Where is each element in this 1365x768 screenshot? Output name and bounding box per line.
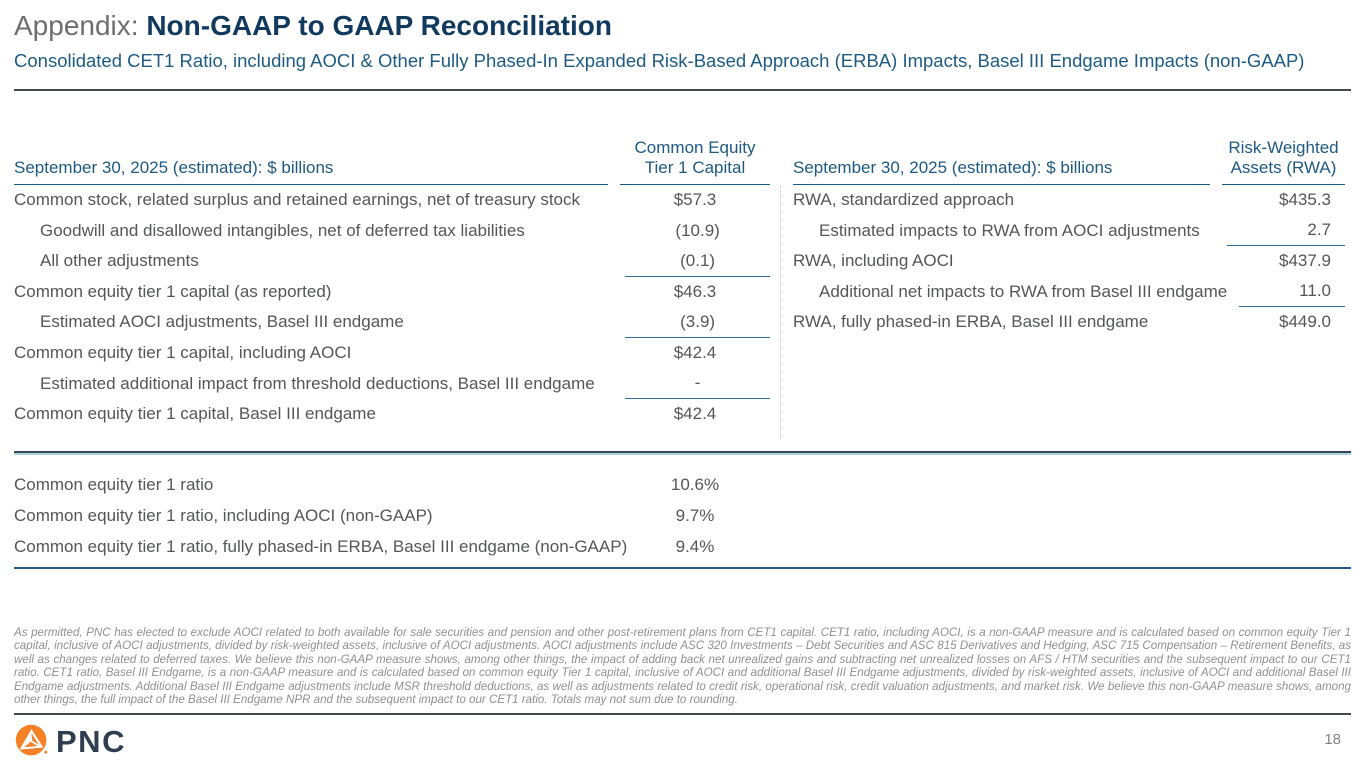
row-label: All other adjustments [40,251,199,271]
cet1-value-header-line1: Common Equity [634,138,756,157]
table-row [793,307,1345,338]
rwa-table-header [793,138,1345,185]
ratio-value-cell [620,475,770,495]
row-value-cell [1222,185,1345,216]
row-value: $437.9 [1279,251,1331,271]
table-vertical-divider [780,186,781,440]
table-row [14,246,770,277]
ratio-value: 9.4% [675,536,715,556]
row-label: RWA, including AOCI [793,251,954,271]
pnc-logo-wordmark: PNC [56,723,126,759]
row-value-cell [620,399,770,430]
row-value-cell [1222,246,1345,277]
row-label: Estimated AOCI adjustments, Basel III endgame [40,312,404,332]
row-value-cell [625,368,770,399]
row-label: Common stock, related surplus and retained earnings, net of treasury stock [14,190,581,210]
section-divider-light-line [14,453,1351,455]
row-label: Estimated impacts to RWA from AOCI adjustments [819,220,1200,240]
row-label: Common equity tier 1 capital (as reported) [14,281,332,301]
ratio-label: Common equity tier 1 ratio, including AOCI (non-GAAP) [14,505,433,525]
row-value: 2.7 [1307,220,1331,240]
table-row [14,368,770,399]
table-row [793,246,1345,277]
ratio-value-cell [620,537,770,557]
page-title [14,10,612,42]
cet1-capital-table [14,138,770,430]
page-title-prefix: Appendix: [14,10,147,41]
footer-divider [14,713,1351,715]
cet1-ratio-section [14,469,770,562]
row-value-cell [625,246,770,277]
row-value-cell [1239,277,1345,308]
row-value: $57.3 [673,190,717,210]
ratio-row [14,469,770,500]
page-number: 18 [1324,731,1341,748]
row-value-cell [620,338,770,369]
ratio-value: 9.7% [675,505,715,525]
row-value-cell [625,307,770,338]
rwa-value-header-line2: Assets (RWA) [1230,158,1337,178]
row-value-cell [1222,307,1345,338]
row-label: Estimated additional impact from threshold deductions, Basel III endgame [40,373,595,393]
row-label: Common equity tier 1 capital, including AOCI [14,343,352,363]
row-value: 11.0 [1299,281,1331,301]
row-value: (10.9) [675,220,720,240]
section-divider-double [14,451,1351,455]
row-label: RWA, standardized approach [793,190,1015,210]
row-value: $46.3 [673,281,717,301]
row-value-cell [1227,215,1345,246]
row-value: $42.4 [673,404,717,424]
page-subtitle: Consolidated CET1 Ratio, including AOCI & Other Fully Phased-In Expanded Risk-Based Approach (ERBA) Impacts, Basel III Endgame Impacts (non-GAAP) [14,50,1305,71]
bottom-table-divider [14,567,1351,569]
row-value: (3.9) [680,311,716,331]
row-value: $42.4 [673,343,717,363]
pnc-logo [14,723,126,759]
ratio-label: Common equity tier 1 ratio [14,474,214,494]
row-value: (0.1) [680,250,716,270]
table-row [793,185,1345,216]
row-label: Additional net impacts to RWA from Basel III endgame [819,281,1228,301]
cet1-table-caption: September 30, 2025 (estimated): $ billions [14,158,608,185]
rwa-table [793,138,1345,338]
ratio-label: Common equity tier 1 ratio, fully phased-in ERBA, Basel III endgame (non-GAAP) [14,536,628,556]
table-row [14,215,770,246]
rwa-value-column-header [1222,138,1345,185]
pnc-logo-icon [14,723,50,759]
page-title-main: Non-GAAP to GAAP Reconciliation [146,10,612,41]
table-row [14,338,770,369]
ratio-value: 10.6% [670,474,720,494]
rwa-table-body [793,185,1345,338]
row-value-cell [620,277,770,308]
row-label: Goodwill and disallowed intangibles, net of deferred tax liabilities [40,220,525,240]
table-row [793,277,1345,308]
header-divider [14,89,1351,91]
cet1-table-body [14,185,770,430]
table-row [14,277,770,308]
table-row [14,399,770,430]
ratio-value-cell [620,506,770,526]
footnote-text: As permitted, PNC has elected to exclude AOCI related to both available for sale securities and pension and other post-retirement plans from CET1 capital. CET1 ratio, including AOCI, is a non-GAAP measure and is calculated based on common equity Tier 1 capital, inclusive of AOCI adjustments, divided by risk-weighted assets, inclusive of AOCI adjustments. AOCI adjustments include ASC 320 Investments – Debt Securities and ASC 815 Derivatives and Hedging, ASC 715 Compensation – Retirement Benefits, as well as changes related to deferred taxes. We believe this non-GAAP measure shows, among other things, the impact of adding back net unrealized gains and subtracting net unrealized losses on AFS / HTM securities and the subsequent impact to our CET1 ratio. CET1 ratio, Basel III Endgame, is a non-GAAP measure and is calculated based on common equity Tier 1 capital, inclusive of AOCI and additional Basel III Endgame adjustments, divided by risk-weighted assets, inclusive of AOCI and additional Basel III Endgame adjustments. Additional Basel III Endgame adjustments include MSR threshold deductions, as well as adjustments related to credit risk, operational risk, credit valuation adjustments, and market risk. We believe this non-GAAP measure shows, among other things, the full impact of the Basel III Endgame NPR and the subsequent impact to our CET1 ratio. Totals may not sum due to rounding. [14,626,1351,707]
cet1-table-header [14,138,770,185]
cet1-value-column-header [620,138,770,185]
rwa-table-caption: September 30, 2025 (estimated): $ billions [793,158,1210,185]
row-label: Common equity tier 1 capital, Basel III endgame [14,404,376,424]
ratio-row [14,531,770,562]
row-value: - [694,373,701,393]
row-value-cell [620,185,770,216]
table-row [14,185,770,216]
row-value: $435.3 [1279,190,1331,210]
table-row [793,215,1345,246]
row-value: $449.0 [1279,312,1331,332]
rwa-value-header-line1: Risk-Weighted [1228,138,1339,157]
row-value-cell [625,215,770,246]
ratio-row [14,500,770,531]
table-row [14,307,770,338]
cet1-value-header-line2: Tier 1 Capital [644,158,746,178]
row-label: RWA, fully phased-in ERBA, Basel III endgame [793,312,1149,332]
